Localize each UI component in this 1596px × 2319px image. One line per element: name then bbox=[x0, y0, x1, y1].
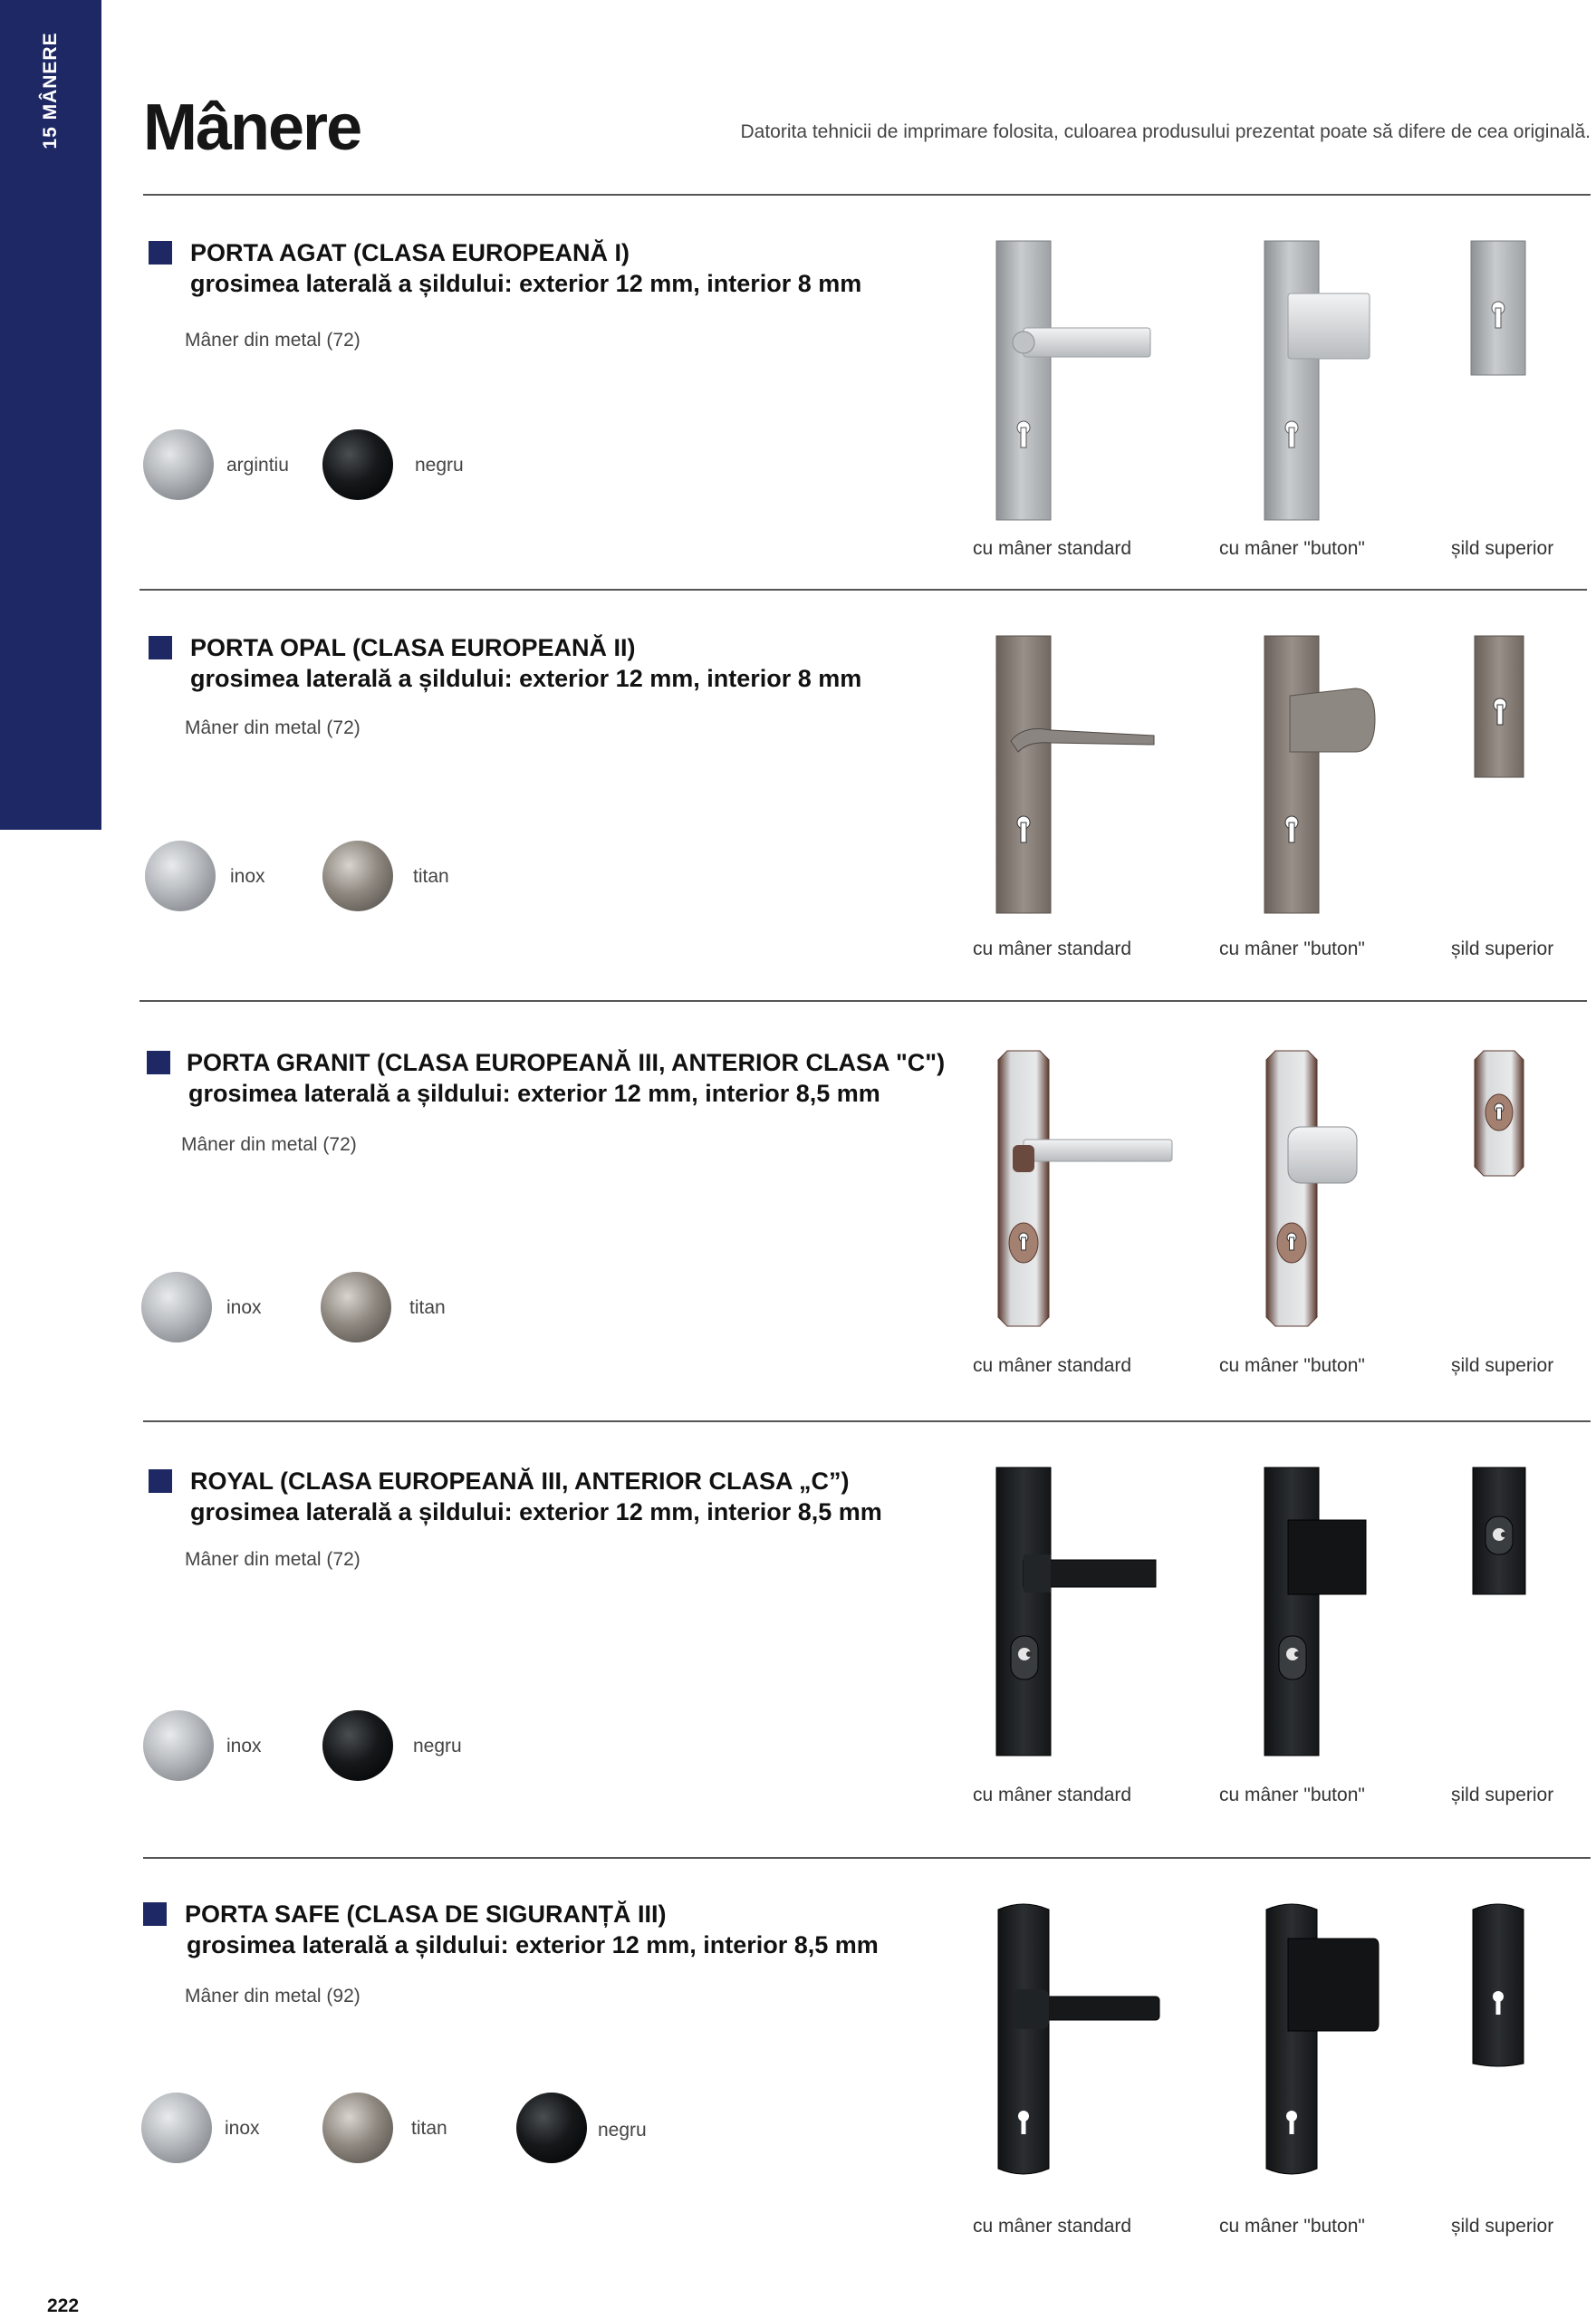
swatch-label: negru bbox=[598, 2120, 647, 2141]
section-subtitle: grosimea laterală a șildului: exterior 12 mm, interior 8,5 mm bbox=[187, 1931, 879, 1958]
swatch-label: titan bbox=[409, 1297, 446, 1318]
product-top-escutcheon bbox=[1462, 1464, 1534, 1600]
material-note: Mâner din metal (72) bbox=[185, 1549, 361, 1570]
section-title: PORTA AGAT (CLASA EUROPEANĂ I) bbox=[190, 239, 630, 266]
section-marker bbox=[143, 1902, 167, 1926]
swatch-label: titan bbox=[413, 866, 449, 887]
product-caption: șild superior bbox=[1451, 1355, 1554, 1376]
product-top-escutcheon bbox=[1462, 632, 1534, 783]
product-caption: cu mâner standard bbox=[973, 538, 1132, 559]
product-standard-handle bbox=[987, 632, 1168, 922]
section-title: PORTA GRANIT (CLASA EUROPEANĂ III, ANTERIOR CLASA "C") bbox=[187, 1049, 946, 1076]
section-marker bbox=[147, 1051, 170, 1074]
product-caption: cu mâner "buton" bbox=[1219, 538, 1365, 559]
section-title: ROYAL (CLASA EUROPEANĂ III, ANTERIOR CLASA „C”) bbox=[190, 1467, 850, 1495]
product-button-handle bbox=[1255, 1464, 1391, 1763]
swatch-label: negru bbox=[413, 1736, 462, 1756]
product-standard-handle bbox=[987, 1047, 1178, 1337]
color-swatch-inox bbox=[141, 1272, 212, 1342]
color-swatch-inox bbox=[141, 2093, 212, 2163]
section-subtitle: grosimea laterală a șildului: exterior 12 mm, interior 8,5 mm bbox=[188, 1080, 880, 1107]
divider bbox=[139, 589, 1587, 591]
swatch-label: negru bbox=[415, 455, 464, 476]
product-caption: șild superior bbox=[1451, 1785, 1554, 1805]
color-swatch-negru bbox=[516, 2093, 587, 2163]
color-swatch-argintiu bbox=[143, 429, 214, 500]
color-swatch-negru bbox=[322, 1710, 393, 1781]
material-note: Mâner din metal (72) bbox=[185, 717, 361, 738]
swatch-label: inox bbox=[226, 1736, 262, 1756]
section-title: PORTA SAFE (CLASA DE SIGURANȚĂ III) bbox=[185, 1900, 667, 1928]
product-button-handle bbox=[1255, 237, 1391, 527]
product-caption: cu mâner "buton" bbox=[1219, 2216, 1365, 2237]
color-swatch-titan bbox=[322, 841, 393, 911]
divider bbox=[143, 1857, 1591, 1859]
product-caption: șild superior bbox=[1451, 938, 1554, 959]
divider bbox=[143, 194, 1591, 196]
product-caption: șild superior bbox=[1451, 2216, 1554, 2237]
swatch-label: titan bbox=[411, 2118, 447, 2139]
color-swatch-negru bbox=[322, 429, 393, 500]
page-number: 222 bbox=[47, 2295, 80, 2316]
divider bbox=[143, 1420, 1591, 1422]
swatch-label: inox bbox=[230, 866, 265, 887]
material-note: Mâner din metal (72) bbox=[185, 330, 361, 351]
chapter-label: 15 MÂNERE bbox=[40, 32, 61, 149]
color-swatch-inox bbox=[145, 841, 216, 911]
section-marker bbox=[149, 241, 172, 265]
section-marker bbox=[149, 1469, 172, 1493]
product-standard-handle bbox=[987, 237, 1168, 527]
swatch-label: inox bbox=[226, 1297, 262, 1318]
swatch-label: inox bbox=[225, 2118, 260, 2139]
divider bbox=[139, 1000, 1587, 1002]
color-swatch-inox bbox=[143, 1710, 214, 1781]
product-top-escutcheon bbox=[1462, 1897, 1534, 2069]
product-button-handle bbox=[1255, 632, 1391, 922]
material-note: Mâner din metal (72) bbox=[181, 1134, 357, 1155]
color-swatch-titan bbox=[321, 1272, 391, 1342]
product-button-handle bbox=[1255, 1047, 1391, 1337]
product-caption: cu mâner "buton" bbox=[1219, 938, 1365, 959]
product-caption: cu mâner standard bbox=[973, 1355, 1132, 1376]
section-subtitle: grosimea laterală a șildului: exterior 12 mm, interior 8 mm bbox=[190, 270, 862, 297]
page-title: Mânere bbox=[143, 91, 361, 164]
swatch-label: argintiu bbox=[226, 455, 289, 476]
print-disclaimer: Datorita tehnicii de imprimare folosita, culoarea produsului prezentat poate să difere de cea originală. bbox=[740, 121, 1591, 142]
section-subtitle: grosimea laterală a șildului: exterior 12 mm, interior 8,5 mm bbox=[190, 1498, 882, 1525]
product-standard-handle bbox=[987, 1897, 1178, 2187]
product-button-handle bbox=[1255, 1897, 1391, 2187]
product-top-escutcheon bbox=[1462, 237, 1534, 382]
material-note: Mâner din metal (92) bbox=[185, 1986, 361, 2006]
chapter-sidebar bbox=[0, 0, 101, 830]
product-caption: șild superior bbox=[1451, 538, 1554, 559]
product-caption: cu mâner standard bbox=[973, 2216, 1132, 2237]
section-marker bbox=[149, 636, 172, 659]
color-swatch-titan bbox=[322, 2093, 393, 2163]
product-standard-handle bbox=[987, 1464, 1168, 1763]
section-subtitle: grosimea laterală a șildului: exterior 12 mm, interior 8 mm bbox=[190, 665, 862, 692]
product-caption: cu mâner standard bbox=[973, 1785, 1132, 1805]
product-caption: cu mâner standard bbox=[973, 938, 1132, 959]
product-caption: cu mâner "buton" bbox=[1219, 1355, 1365, 1376]
section-title: PORTA OPAL (CLASA EUROPEANĂ II) bbox=[190, 634, 636, 661]
product-caption: cu mâner "buton" bbox=[1219, 1785, 1365, 1805]
product-top-escutcheon bbox=[1462, 1047, 1534, 1183]
